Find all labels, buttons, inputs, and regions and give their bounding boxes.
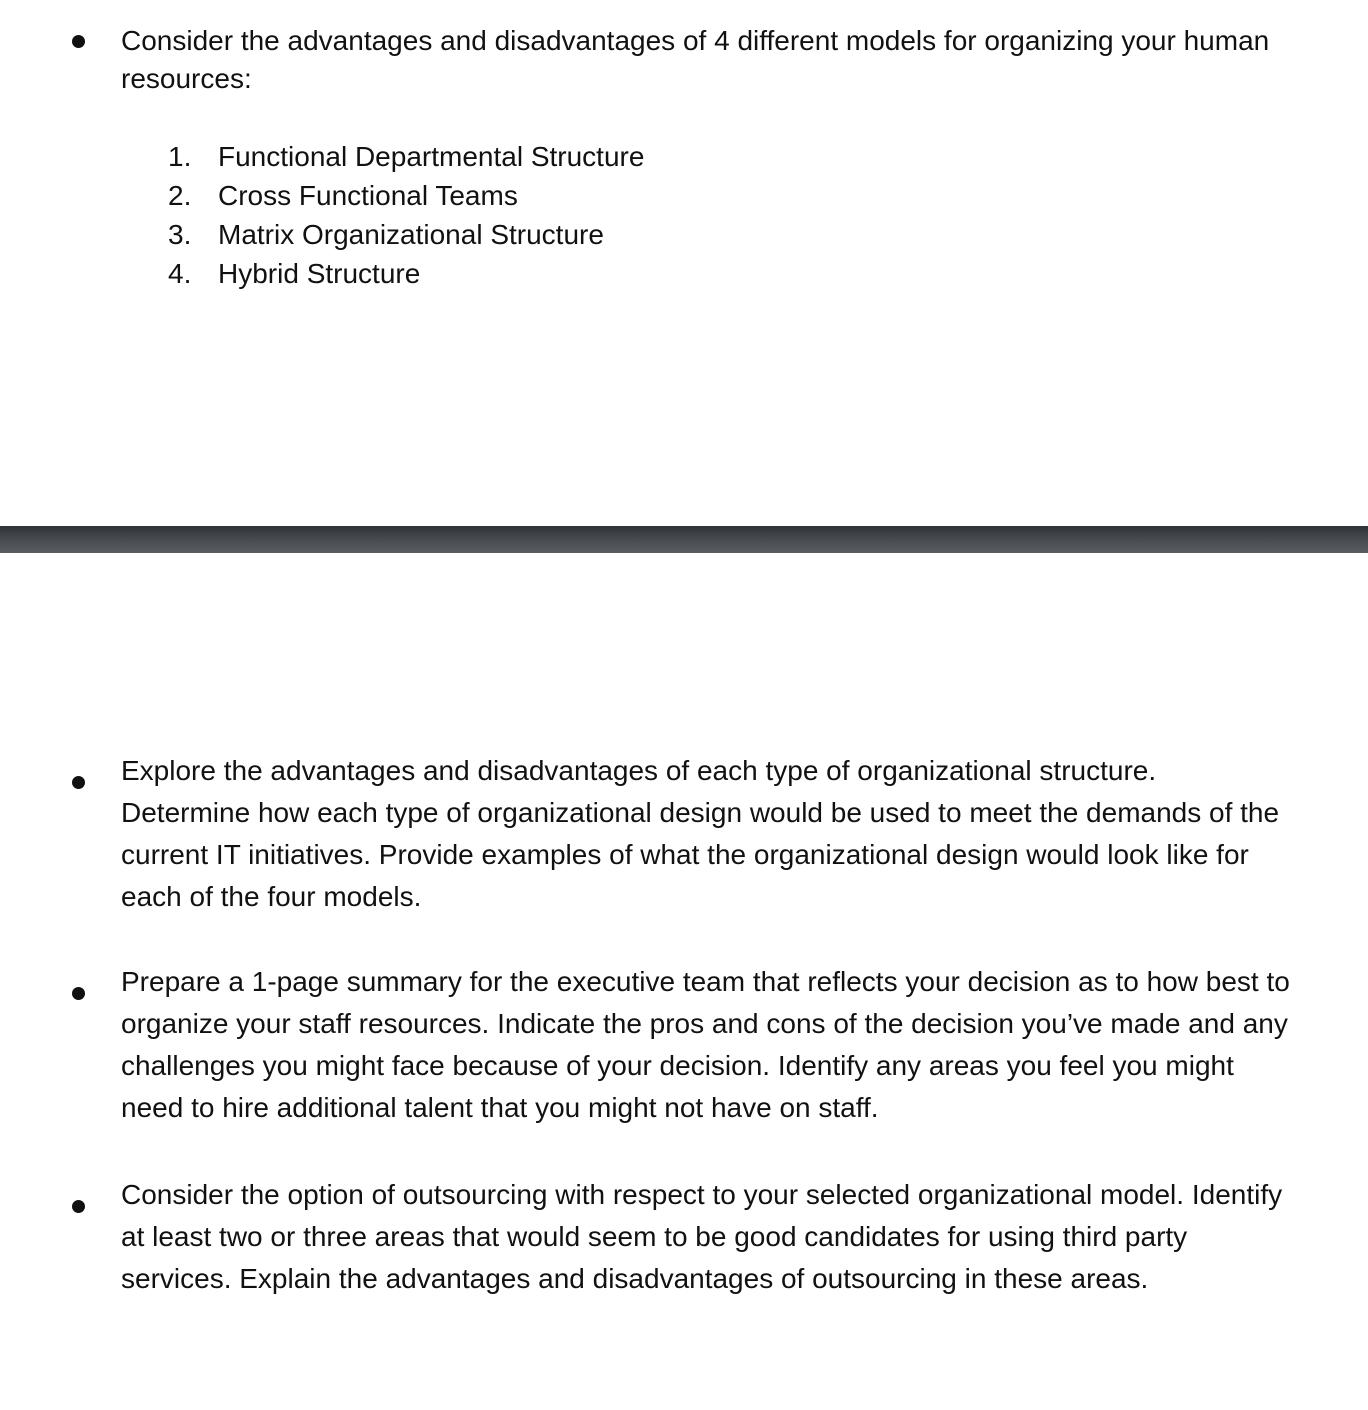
models-list xyxy=(168,137,644,293)
list-item xyxy=(168,254,644,293)
bullet-text: Explore the advantages and disadvantages of each type of organizational structure. Determine how each type of organizational design would be used to meet the demands of the current IT initiatives. Provide examples of what the organizational design would look like for each of the four models. xyxy=(121,755,1280,912)
bullet-icon xyxy=(72,987,85,1000)
bullet-text: Prepare a 1-page summary for the executive team that reflects your decision as to how best to organize your staff resources. Indicate the pros and cons of the decision you’ve made and any challenges you might face because of your decision. Identify any areas you feel you might need to hire additional talent that you might not have on staff. xyxy=(121,966,1290,1123)
bullet-icon xyxy=(72,776,85,789)
list-item-label: Functional Departmental Structure xyxy=(218,141,645,172)
list-item-label: Hybrid Structure xyxy=(218,258,421,289)
page-divider xyxy=(0,526,1368,553)
list-item xyxy=(168,176,644,215)
list-number: 3. xyxy=(168,219,192,250)
list-number: 4. xyxy=(168,258,192,289)
bullet-icon xyxy=(72,1200,85,1213)
list-number: 1. xyxy=(168,141,192,172)
intro-text: Consider the advantages and disadvantages of 4 different models for organizing your human resources: xyxy=(121,25,1270,94)
bullet-icon xyxy=(72,35,85,48)
list-item xyxy=(168,137,644,176)
list-item-label: Matrix Organizational Structure xyxy=(218,219,604,250)
list-item xyxy=(168,215,644,254)
bullet-text: Consider the option of outsourcing with respect to your selected organizational model. Identify at least two or three areas that would seem to be good candidates for using third party services. Explain the advantages and disadvantages of outsourcing in these areas. xyxy=(121,1179,1283,1294)
list-item-label: Cross Functional Teams xyxy=(218,180,518,211)
list-number: 2. xyxy=(168,180,192,211)
